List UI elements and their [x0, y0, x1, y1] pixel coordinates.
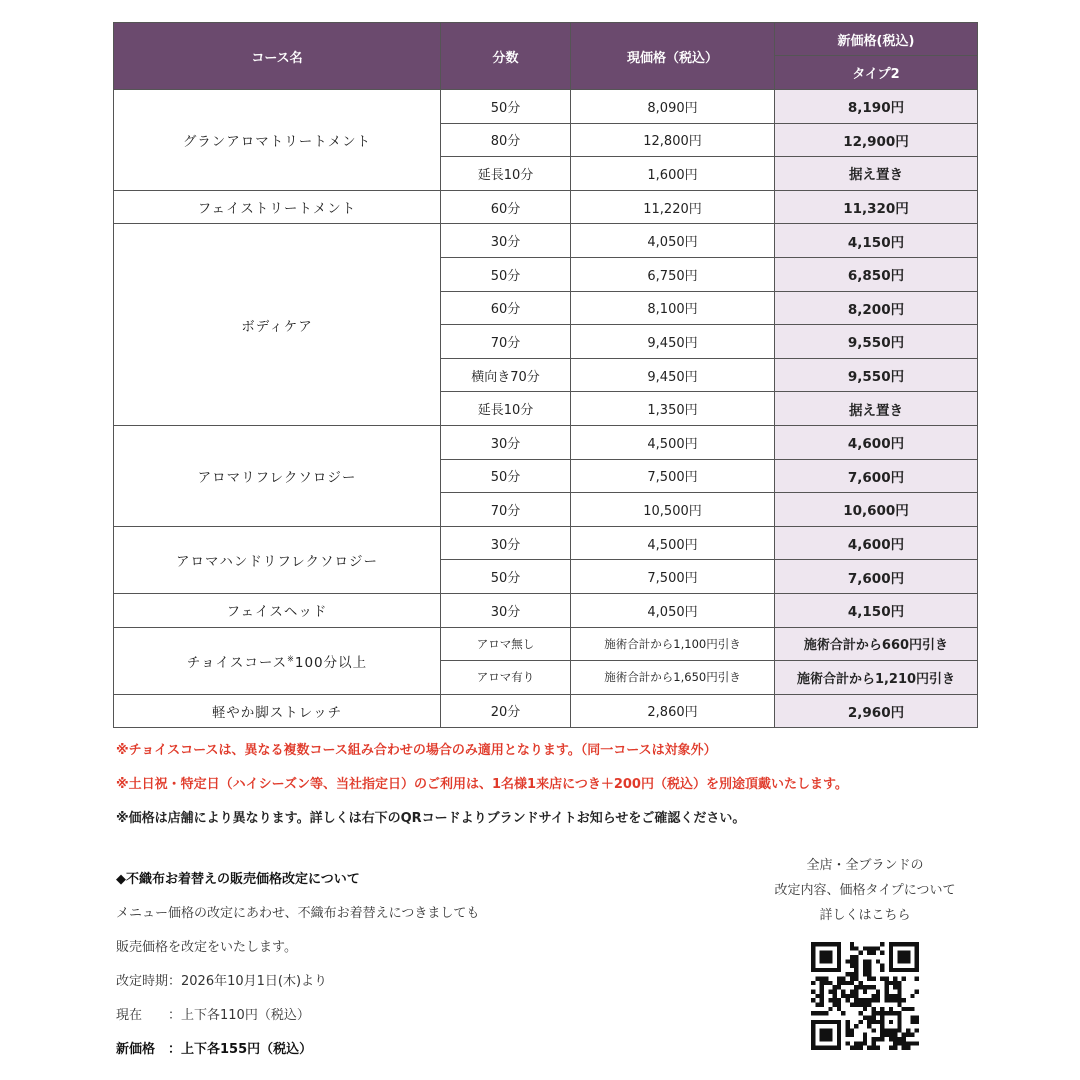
- current-price-cell: 4,500円: [571, 425, 775, 459]
- current-price-cell: 2,860円: [571, 694, 775, 728]
- minutes-cell: 60分: [441, 190, 571, 224]
- course-name-note-mark: ※: [287, 654, 295, 664]
- new-price-cell: 6,850円: [775, 257, 978, 291]
- minutes-cell: 30分: [441, 425, 571, 459]
- course-name: [114, 694, 441, 728]
- current-price-cell: 8,090円: [571, 90, 775, 124]
- course-name: [114, 425, 441, 526]
- course-name-text: ボディケア: [241, 318, 313, 335]
- new-price-cell: 11,320円: [775, 190, 978, 224]
- current-price-cell: 1,600円: [571, 157, 775, 191]
- current-price-cell: 施術合計から1,650円引き: [571, 661, 775, 695]
- nonwoven-section: [116, 868, 479, 1072]
- new-price-cell: 7,600円: [775, 560, 978, 594]
- current-price-cell: 11,220円: [571, 190, 775, 224]
- minutes-cell: 70分: [441, 493, 571, 527]
- header-new-price: 新価格(税込): [775, 23, 978, 56]
- course-name: [114, 190, 441, 224]
- minutes-cell: 20分: [441, 694, 571, 728]
- new-price-cell: 9,550円: [775, 325, 978, 359]
- new-price-cell: 2,960円: [775, 694, 978, 728]
- new-price-cell: 据え置き: [775, 392, 978, 426]
- table-row: [114, 526, 978, 560]
- current-price-cell: 1,350円: [571, 392, 775, 426]
- table-row: [114, 190, 978, 224]
- current-price-cell: 12,800円: [571, 123, 775, 157]
- course-name: [114, 526, 441, 593]
- new-price-cell: 9,550円: [775, 358, 978, 392]
- current-price-cell: 施術合計から1,100円引き: [571, 627, 775, 661]
- minutes-cell: 延長10分: [441, 157, 571, 191]
- course-name-text: アロマリフレクソロジー: [197, 469, 357, 486]
- nonwoven-body-2: 販売価格を改定をいたします。: [116, 940, 297, 955]
- price-table: [113, 22, 978, 728]
- new-price-cell: 4,600円: [775, 526, 978, 560]
- note-holiday-surcharge: ※土日祝・特定日（ハイシーズン等、当社指定日）のご利用は、1名様1来店につき＋200円（税込）を別途頂戴いたします。: [116, 777, 848, 792]
- new-price-cell: 4,150円: [775, 224, 978, 258]
- course-name-text: チョイスコース: [186, 654, 288, 671]
- minutes-cell: 横向き70分: [441, 358, 571, 392]
- current-price-cell: 4,500円: [571, 526, 775, 560]
- new-price-cell: 8,190円: [775, 90, 978, 124]
- qr-caption-2: 改定内容、価格タイプについて: [774, 883, 956, 898]
- current-price-cell: 4,050円: [571, 593, 775, 627]
- minutes-cell: アロマ有り: [441, 661, 571, 695]
- minutes-cell: 50分: [441, 90, 571, 124]
- current-price-cell: 7,500円: [571, 560, 775, 594]
- course-name-suffix: 100分以上: [294, 654, 368, 671]
- minutes-cell: 50分: [441, 459, 571, 493]
- minutes-cell: 70分: [441, 325, 571, 359]
- course-name-text: グランアロマトリートメント: [182, 133, 372, 150]
- nonwoven-body-1: メニュー価格の改定にあわせ、不織布お着替えにつきましても: [116, 906, 480, 921]
- minutes-cell: 延長10分: [441, 392, 571, 426]
- minutes-cell: 30分: [441, 593, 571, 627]
- minutes-cell: 30分: [441, 224, 571, 258]
- new-price-cell: 施術合計から660円引き: [775, 627, 978, 661]
- new-price-cell: 4,150円: [775, 593, 978, 627]
- table-row: [114, 90, 978, 124]
- current-price-cell: 10,500円: [571, 493, 775, 527]
- table-row: [114, 593, 978, 627]
- nonwoven-new-price: 新価格 ：上下各155円（税込）: [116, 1042, 313, 1057]
- new-price-cell: 12,900円: [775, 123, 978, 157]
- notes: [116, 740, 848, 842]
- new-price-cell: 8,200円: [775, 291, 978, 325]
- minutes-cell: 80分: [441, 123, 571, 157]
- current-price-cell: 7,500円: [571, 459, 775, 493]
- table-row: [114, 224, 978, 258]
- current-price-cell: 9,450円: [571, 358, 775, 392]
- minutes-cell: 50分: [441, 257, 571, 291]
- new-price-cell: 据え置き: [775, 157, 978, 191]
- minutes-cell: アロマ無し: [441, 627, 571, 661]
- qr-section: [740, 853, 990, 1050]
- course-name: [114, 224, 441, 426]
- minutes-cell: 50分: [441, 560, 571, 594]
- nonwoven-current-price: 現在 ：上下各110円（税込）: [116, 1008, 310, 1023]
- course-name-text: アロマハンドリフレクソロジー: [175, 553, 379, 570]
- nonwoven-title: ◆不織布お着替えの販売価格改定について: [116, 872, 360, 887]
- header-new-price-type: タイプ2: [775, 56, 978, 90]
- table-row: [114, 694, 978, 728]
- new-price-cell: 10,600円: [775, 493, 978, 527]
- qr-caption-3: 詳しくはこちら: [819, 908, 911, 923]
- new-price-cell: 4,600円: [775, 425, 978, 459]
- note-store-price: ※価格は店舗により異なります。詳しくは右下のQRコードよりブランドサイトお知らせをご確認ください。: [116, 811, 746, 826]
- header-course: コース名: [114, 23, 441, 90]
- note-choice-course: ※チョイスコースは、異なる複数コース組み合わせの場合のみ適用となります。（同一コースは対象外）: [116, 743, 717, 758]
- header-current-price: 現価格（税込）: [571, 23, 775, 90]
- price-table-body: [114, 90, 978, 728]
- course-name: [114, 90, 441, 191]
- new-price-cell: 施術合計から1,210円引き: [775, 661, 978, 695]
- nonwoven-date: 改定時期：2026年10月1日(木)より: [116, 974, 328, 989]
- course-name: [114, 627, 441, 694]
- minutes-cell: 60分: [441, 291, 571, 325]
- course-name: [114, 593, 441, 627]
- qr-code-icon[interactable]: [811, 942, 919, 1050]
- course-name-text: フェイスヘッド: [226, 604, 328, 621]
- current-price-cell: 6,750円: [571, 257, 775, 291]
- header-minutes: 分数: [441, 23, 571, 90]
- table-row: [114, 627, 978, 661]
- current-price-cell: 4,050円: [571, 224, 775, 258]
- course-name-text: 軽やか脚ストレッチ: [211, 704, 343, 721]
- minutes-cell: 30分: [441, 526, 571, 560]
- current-price-cell: 8,100円: [571, 291, 775, 325]
- current-price-cell: 9,450円: [571, 325, 775, 359]
- new-price-cell: 7,600円: [775, 459, 978, 493]
- table-row: [114, 425, 978, 459]
- course-name-text: フェイストリートメント: [197, 201, 357, 218]
- qr-caption-1: 全店・全ブランドの: [806, 858, 924, 873]
